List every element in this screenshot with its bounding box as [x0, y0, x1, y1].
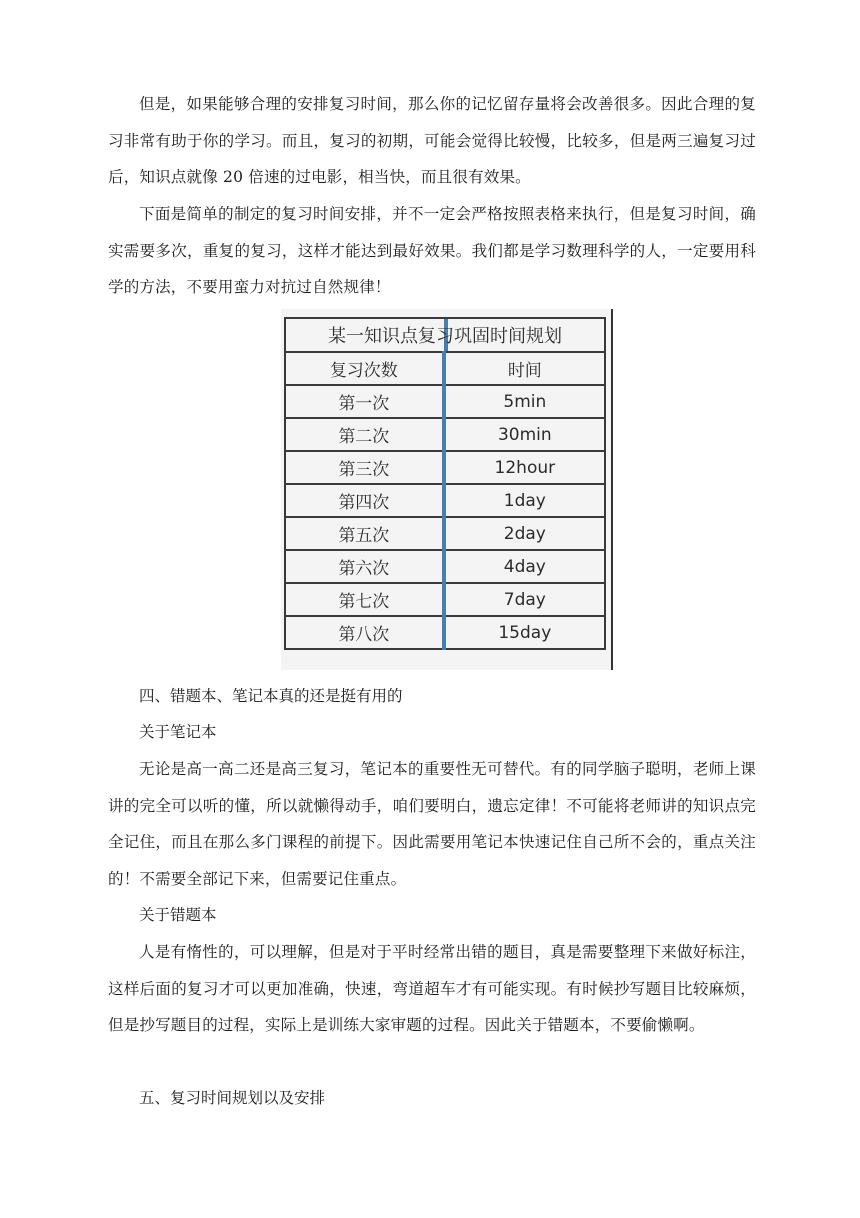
review-interval-cell: 7day	[444, 583, 605, 616]
table-row	[285, 385, 605, 418]
review-interval-cell: 2day	[444, 517, 605, 550]
paragraph-error-book: 人是有惰性的，可以理解，但是对于平时经常出错的题目，真是需要整理下来做好标注，这样后面的复习才可以更加准确，快速，弯道超车才有可能实现。有时候抄写题目比较麻烦，但是抄写题目的过程，实际上是训练大家审题的过程。因此关于错题本，不要偷懒啊。	[108, 943, 756, 1034]
review-interval-cell: 1day	[444, 484, 605, 517]
review-interval-cell: 12hour	[444, 451, 605, 484]
review-count-cell: 第五次	[285, 517, 444, 550]
table-row	[285, 550, 605, 583]
paragraph-review-retention: 但是，如果能够合理的安排复习时间，那么你的记忆留存量将会改善很多。因此合理的复习非常有助于你的学习。而且，复习的初期，可能会觉得比较慢，比较多，但是两三遍复习过后，知识点就像 20 倍速的过电影，相当快，而且很有效果。	[108, 95, 756, 186]
table-row	[285, 451, 605, 484]
review-count-cell: 第四次	[285, 484, 444, 517]
review-schedule-table-image	[281, 309, 613, 670]
review-interval-cell: 4day	[444, 550, 605, 583]
column-header-count: 复习次数	[285, 352, 444, 385]
review-interval-cell: 30min	[444, 418, 605, 451]
table-row	[285, 616, 605, 649]
section-heading-4: 四、错题本、笔记本真的还是挺有用的	[139, 687, 403, 705]
table-row	[285, 484, 605, 517]
review-interval-cell: 5min	[444, 385, 605, 418]
table-row	[285, 517, 605, 550]
subheading-error-book: 关于错题本	[139, 906, 217, 924]
paragraph-notebook: 无论是高一高二还是高三复习，笔记本的重要性无可替代。有的同学脑子聪明，老师上课讲的完全可以听的懂，所以就懒得动手，咱们要明白，遗忘定律！不可能将老师讲的知识点完全记住，而且在那么多门课程的前提下。因此需要用笔记本快速记住自己所不会的，重点关注的！不需要全部记下来，但需要记住重点。	[108, 760, 756, 888]
review-interval-cell: 15day	[444, 616, 605, 649]
section-heading-5: 五、复习时间规划以及安排	[139, 1089, 326, 1107]
review-count-cell: 第三次	[285, 451, 444, 484]
review-count-cell: 第一次	[285, 385, 444, 418]
table-row	[285, 583, 605, 616]
table-header-row	[285, 352, 605, 385]
review-count-cell: 第八次	[285, 616, 444, 649]
column-header-time: 时间	[444, 352, 605, 385]
table-title-text: 某一知识点复习巩固时间规划	[328, 326, 562, 347]
table-row	[285, 418, 605, 451]
subheading-notebook: 关于笔记本	[139, 723, 217, 741]
table-title	[285, 318, 605, 352]
review-count-cell: 第二次	[285, 418, 444, 451]
review-count-cell: 第六次	[285, 550, 444, 583]
paragraph-review-schedule: 下面是简单的制定的复习时间安排，并不一定会严格按照表格来执行，但是复习时间，确实需要多次，重复的复习，这样才能达到最好效果。我们都是学习数理科学的人，一定要用科学的方法，不要用蛮力对抗过自然规律！	[108, 205, 756, 296]
review-count-cell: 第七次	[285, 583, 444, 616]
review-schedule-table	[284, 317, 606, 650]
table-title-row	[285, 318, 605, 352]
